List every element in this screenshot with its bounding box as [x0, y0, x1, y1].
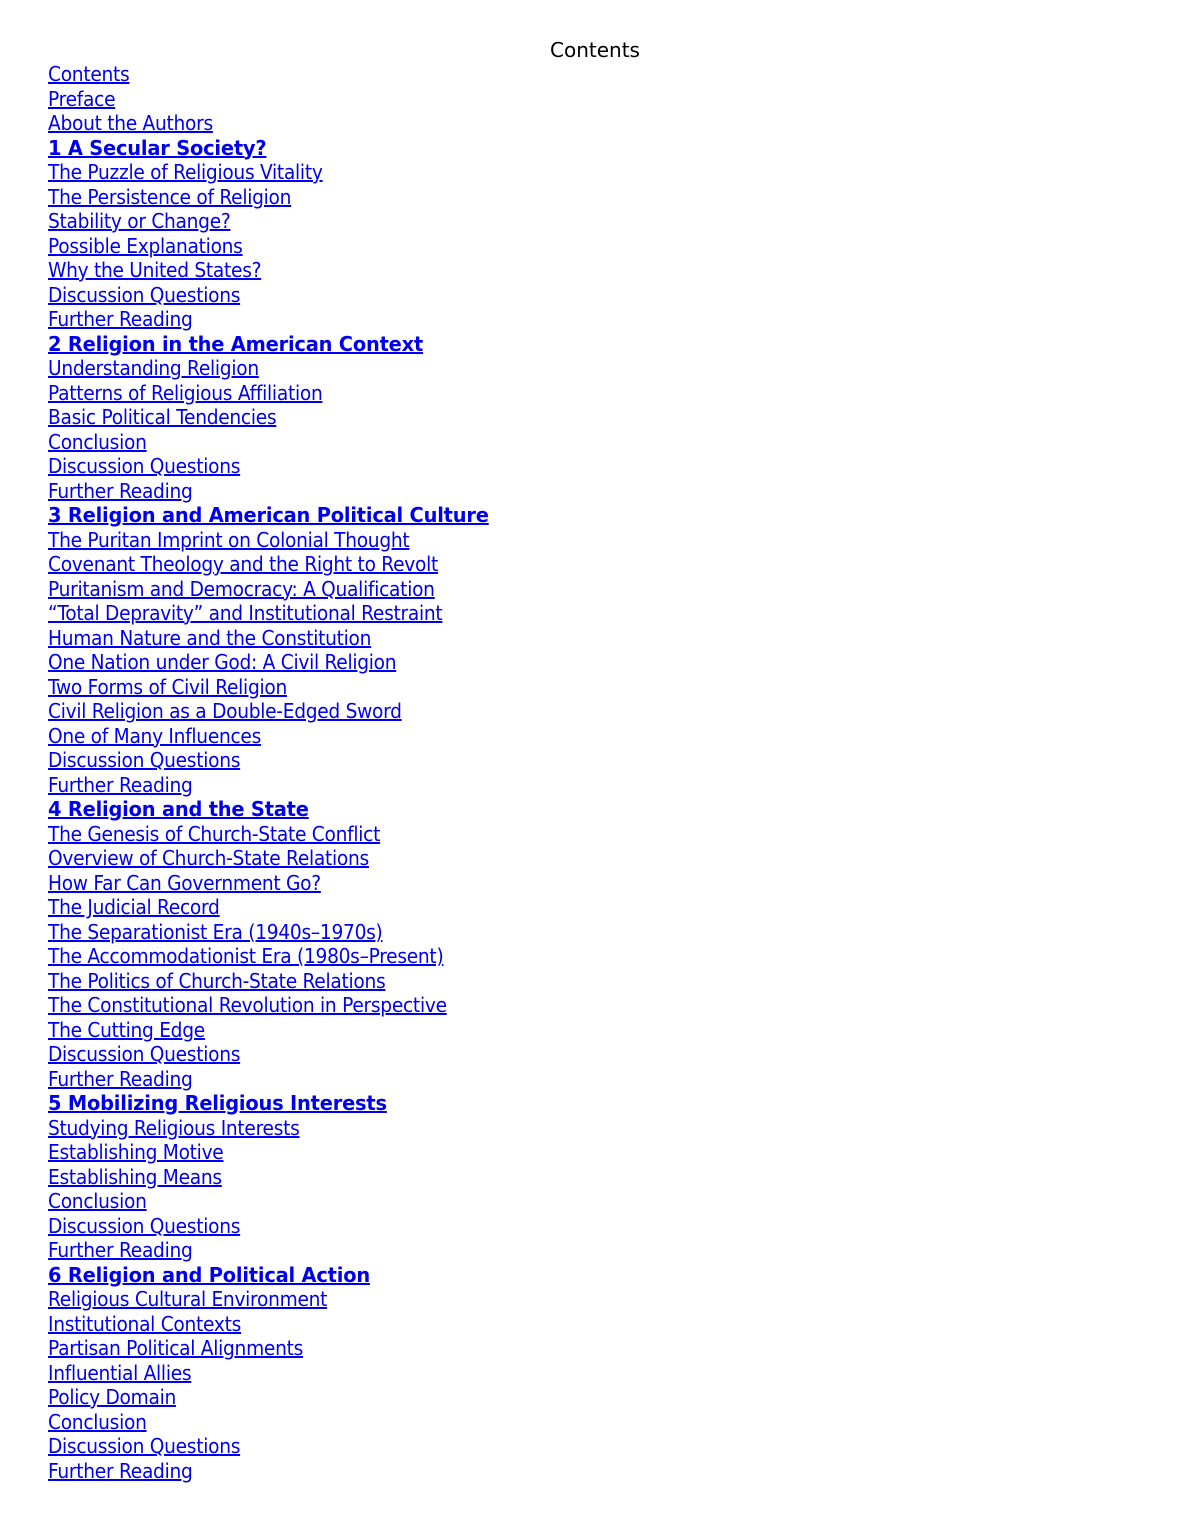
toc-section-item — [48, 87, 502, 112]
toc-section-item — [48, 577, 502, 602]
toc-section-item — [48, 675, 502, 700]
toc-section-item — [48, 1361, 502, 1386]
toc-chapter-item — [48, 1091, 502, 1116]
toc-section-item — [48, 160, 502, 185]
toc-section-item — [48, 1459, 502, 1484]
toc-section-link[interactable]: Civil Religion as a Double-Edged Sword — [48, 699, 402, 723]
toc-chapter-item — [48, 503, 502, 528]
toc-section-link[interactable]: Two Forms of Civil Religion — [48, 674, 287, 699]
toc-section-item — [48, 258, 502, 283]
toc-section-link[interactable]: Conclusion — [48, 429, 147, 454]
toc-section-link[interactable]: Further Reading — [48, 478, 193, 503]
toc-section-link[interactable]: Possible Explanations — [48, 233, 243, 258]
toc-section-item — [48, 699, 502, 724]
toc-section-item — [48, 1385, 502, 1410]
toc-section-link[interactable]: The Accommodationist Era (1980s–Present) — [48, 944, 444, 968]
toc-section-link[interactable]: Discussion Questions — [48, 1434, 241, 1458]
toc-section-link[interactable]: Further Reading — [48, 1238, 193, 1262]
toc-section-item — [48, 552, 502, 577]
toc-section-item — [48, 62, 502, 87]
toc-section-link[interactable]: Further Reading — [48, 772, 193, 797]
toc-section-link[interactable]: How Far Can Government Go? — [48, 870, 321, 895]
toc-section-link[interactable]: Establishing Means — [48, 1164, 222, 1189]
toc-section-link[interactable]: Human Nature and the Constitution — [48, 625, 372, 650]
toc-section-link[interactable]: Influential Allies — [48, 1360, 192, 1385]
toc-section-item — [48, 1018, 502, 1043]
toc-section-item — [48, 528, 502, 553]
toc-section-item — [48, 1238, 502, 1263]
toc-section-item — [48, 185, 502, 210]
toc-section-link[interactable]: Contents — [48, 62, 130, 86]
toc-section-item — [48, 871, 502, 896]
toc-section-link[interactable]: The Politics of Church-State Relations — [48, 968, 386, 993]
toc-section-item — [48, 1165, 502, 1190]
toc-section-link[interactable]: Establishing Motive — [48, 1140, 224, 1164]
toc-section-link[interactable]: “Total Depravity” and Institutional Restraint — [48, 601, 443, 625]
toc-section-link[interactable]: Policy Domain — [48, 1385, 176, 1409]
toc-chapter-item — [48, 1263, 502, 1288]
toc-chapter-item — [48, 797, 502, 822]
toc-section-link[interactable]: The Puzzle of Religious Vitality — [48, 160, 323, 184]
toc-section-item — [48, 454, 502, 479]
toc-section-item — [48, 650, 502, 675]
toc-section-item — [48, 209, 502, 234]
toc-section-item — [48, 1434, 502, 1459]
toc-section-link[interactable]: Overview of Church-State Relations — [48, 846, 369, 870]
toc-section-link[interactable]: Religious Cultural Environment — [48, 1287, 328, 1311]
toc-section-link[interactable]: Partisan Political Alignments — [48, 1336, 304, 1360]
toc-section-link[interactable]: Further Reading — [48, 1066, 193, 1091]
toc-section-link[interactable]: About the Authors — [48, 111, 213, 135]
toc-section-item — [48, 1042, 502, 1067]
toc-section-link[interactable]: Preface — [48, 86, 116, 111]
toc-chapter-link[interactable]: 2 Religion in the American Context — [48, 331, 424, 356]
toc-section-item — [48, 381, 502, 406]
toc-section-link[interactable]: Discussion Questions — [48, 748, 241, 772]
toc-section-link[interactable]: One Nation under God: A Civil Religion — [48, 650, 397, 674]
toc-section-item — [48, 1214, 502, 1239]
toc-chapter-link[interactable]: 1 A Secular Society? — [48, 135, 267, 160]
toc-section-link[interactable]: The Cutting Edge — [48, 1017, 205, 1042]
toc-section-item — [48, 822, 502, 847]
toc-chapter-link[interactable]: 5 Mobilizing Religious Interests — [48, 1091, 387, 1115]
toc-chapter-link[interactable]: 6 Religion and Political Action — [48, 1262, 370, 1287]
toc-section-item — [48, 405, 502, 430]
toc-section-item — [48, 773, 502, 798]
toc-section-item — [48, 1140, 502, 1165]
toc-chapter-item — [48, 332, 502, 357]
toc-section-link[interactable]: One of Many Influences — [48, 723, 262, 748]
toc-section-item — [48, 1116, 502, 1141]
toc-section-item — [48, 307, 502, 332]
toc-section-link[interactable]: The Genesis of Church-State Conflict — [48, 821, 381, 846]
toc-section-item — [48, 430, 502, 455]
toc-section-item — [48, 969, 502, 994]
table-of-contents — [48, 62, 502, 1483]
toc-section-item — [48, 1410, 502, 1435]
toc-section-link[interactable]: Stability or Change? — [48, 209, 231, 233]
toc-section-item — [48, 283, 502, 308]
toc-section-link[interactable]: Discussion Questions — [48, 282, 241, 307]
page-title: Contents — [550, 38, 640, 62]
toc-section-link[interactable]: Conclusion — [48, 1409, 147, 1434]
toc-section-item — [48, 748, 502, 773]
toc-section-link[interactable]: Patterns of Religious Affiliation — [48, 380, 323, 405]
toc-section-item — [48, 234, 502, 259]
toc-section-link[interactable]: Discussion Questions — [48, 454, 241, 478]
toc-section-link[interactable]: Further Reading — [48, 307, 193, 331]
toc-section-link[interactable]: The Judicial Record — [48, 895, 220, 919]
toc-section-item — [48, 724, 502, 749]
toc-chapter-link[interactable]: 3 Religion and American Political Culture — [48, 503, 489, 527]
toc-section-item — [48, 1312, 502, 1337]
toc-section-link[interactable]: Discussion Questions — [48, 1213, 241, 1238]
toc-section-link[interactable]: Basic Political Tendencies — [48, 405, 277, 429]
toc-section-link[interactable]: The Constitutional Revolution in Perspective — [48, 993, 447, 1017]
toc-section-item — [48, 626, 502, 651]
toc-section-item — [48, 1336, 502, 1361]
toc-section-link[interactable]: The Puritan Imprint on Colonial Thought — [48, 527, 410, 552]
toc-section-item — [48, 356, 502, 381]
toc-section-item — [48, 1189, 502, 1214]
toc-section-item — [48, 920, 502, 945]
toc-section-item — [48, 479, 502, 504]
toc-section-link[interactable]: Understanding Religion — [48, 356, 259, 380]
toc-section-link[interactable]: Studying Religious Interests — [48, 1115, 300, 1140]
toc-chapter-link[interactable]: 4 Religion and the State — [48, 797, 309, 821]
toc-section-item — [48, 944, 502, 969]
toc-section-link[interactable]: The Separationist Era (1940s–1970s) — [48, 919, 383, 944]
toc-section-link[interactable]: Why the United States? — [48, 258, 262, 282]
toc-section-item — [48, 1067, 502, 1092]
toc-section-link[interactable]: Further Reading — [48, 1458, 193, 1483]
toc-section-item — [48, 111, 502, 136]
toc-section-link[interactable]: Covenant Theology and the Right to Revolt — [48, 552, 439, 576]
toc-section-link[interactable]: The Persistence of Religion — [48, 184, 292, 209]
toc-chapter-item — [48, 136, 502, 161]
toc-section-link[interactable]: Conclusion — [48, 1189, 147, 1213]
toc-section-link[interactable]: Puritanism and Democracy: A Qualification — [48, 576, 435, 601]
toc-section-link[interactable]: Discussion Questions — [48, 1042, 241, 1066]
toc-section-link[interactable]: Institutional Contexts — [48, 1311, 242, 1336]
toc-section-item — [48, 1287, 502, 1312]
toc-section-item — [48, 993, 502, 1018]
toc-section-item — [48, 601, 502, 626]
toc-section-item — [48, 895, 502, 920]
toc-section-item — [48, 846, 502, 871]
